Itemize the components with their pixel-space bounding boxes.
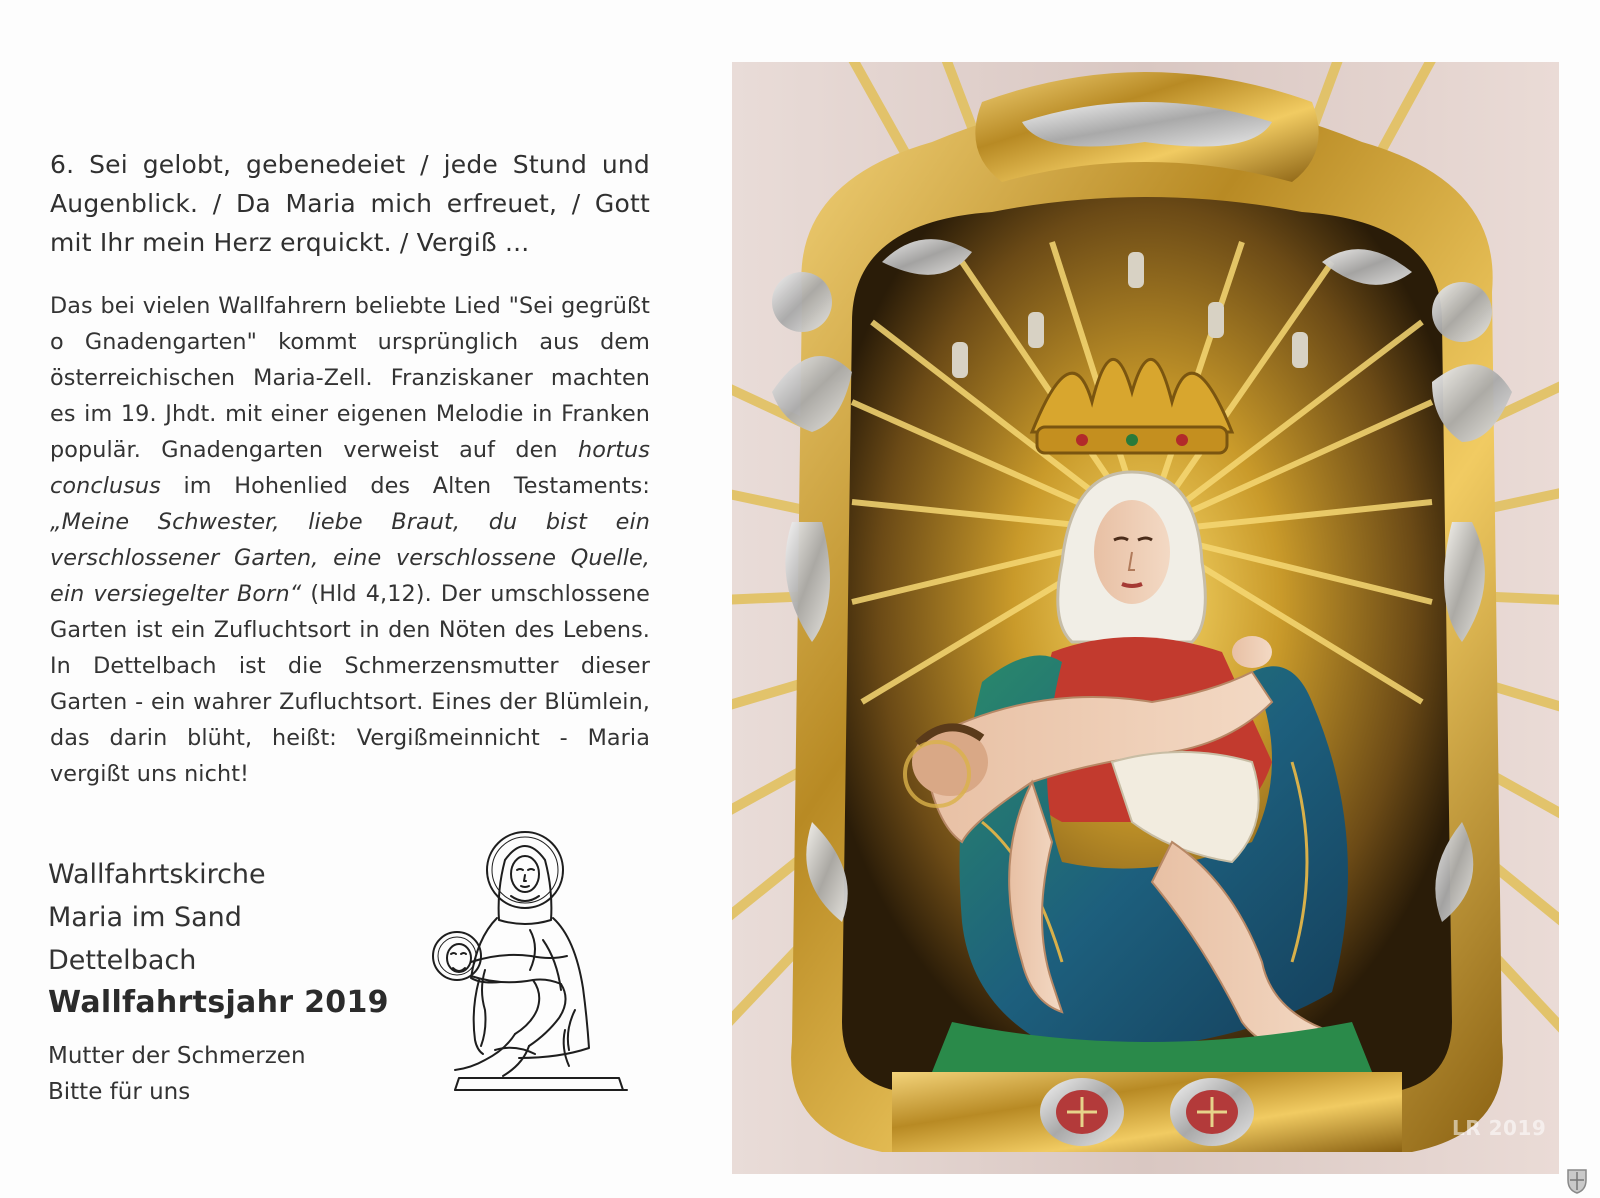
pilgrimage-year-title: Wallfahrtsjahr 2019 bbox=[48, 985, 389, 1020]
church-subtitle: Maria im Sand bbox=[48, 902, 242, 933]
hymn-verse: 6. Sei gelobt, gebenedeiet / jede Stund und Augenblick. / Da Maria mich erfreuet, / Gott mit Ihr mein Herz erquickt. / Vergiß ... bbox=[50, 150, 650, 257]
commentary-text-1: Das bei vielen Wallfahrern beliebte Lied "Sei gegrüßt o Gnadengarten" kommt ursprünglich aus dem österreichischen Maria-Zell. Franziskaner machten es im 19. Jhdt. mit einer eigenen Melodie in Franken populär. Gnadengarten verweist auf den bbox=[50, 293, 650, 463]
commentary-paragraph bbox=[50, 288, 650, 792]
altar-photo-image bbox=[732, 62, 1559, 1174]
shield-icon bbox=[1566, 1168, 1588, 1194]
photo-watermark: LR 2019 bbox=[1452, 1116, 1547, 1140]
pieta-line-drawing-icon bbox=[425, 830, 640, 1100]
town-name: Dettelbach bbox=[48, 945, 197, 976]
prayer-line-2: Bitte für uns bbox=[48, 1079, 191, 1105]
church-name: Wallfahrtskirche bbox=[48, 859, 266, 890]
pieta-altar-photo bbox=[732, 62, 1559, 1174]
prayer-line-1: Mutter der Schmerzen bbox=[48, 1043, 306, 1069]
commentary-quote: „Meine Schwester, liebe Braut, du bist ein verschlossener Garten, eine verschlossene Quelle, ein versiegelter Born“ bbox=[50, 509, 650, 607]
church-address-block bbox=[48, 853, 448, 1110]
text-column bbox=[50, 145, 650, 792]
commentary-text-3: (Hld 4,12). Der umschlossene Garten ist ein Zufluchtsort in den Nöten des Lebens. In Dettelbach ist die Schmerzensmutter dieser Garten - ein wahrer Zufluchtsort. Eines der Blümlein, das darin blüht, heißt: Vergißmeinnicht - Maria vergißt uns nicht! bbox=[50, 581, 650, 787]
commentary-italic-1: hortus conclusus bbox=[50, 437, 650, 499]
commentary-text-2: im Hohenlied des Alten Testaments: bbox=[160, 473, 650, 499]
